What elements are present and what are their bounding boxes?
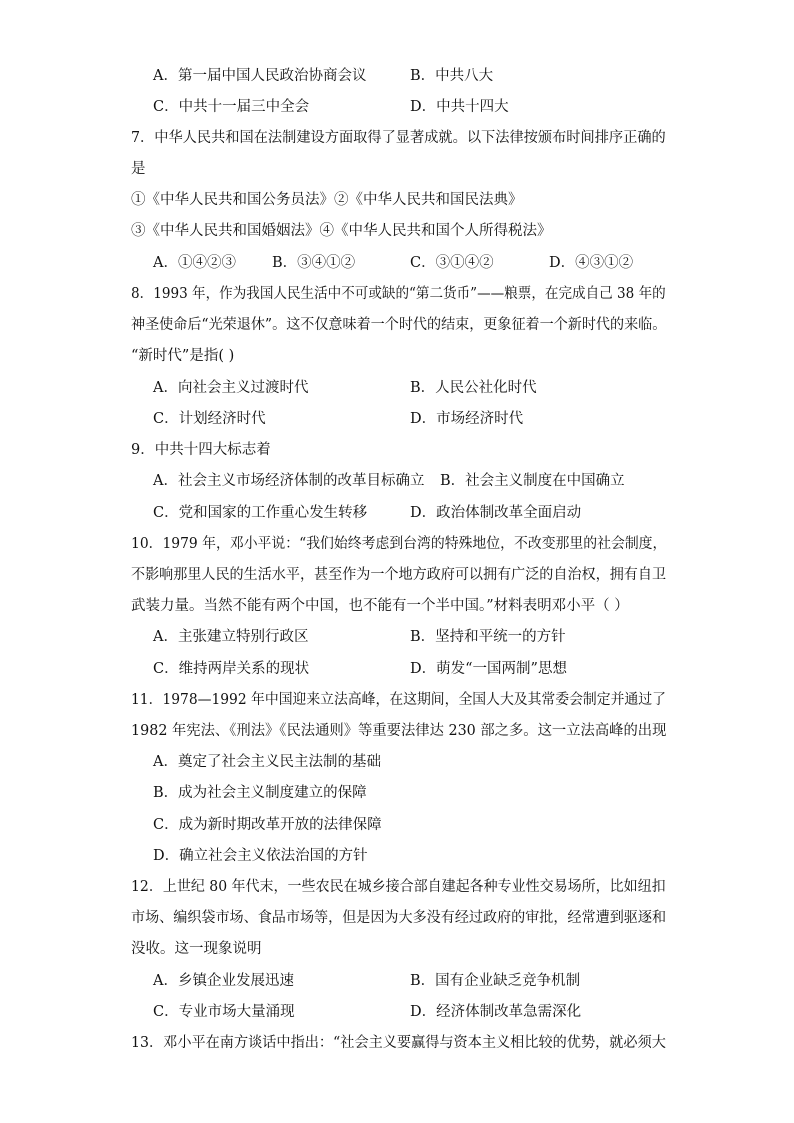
q10-stem-line-1: 10．1979 年，邓小平说：“我们始终考虑到台湾的特殊地位，不改变那里的社会制度， — [131, 536, 667, 552]
q7-stem-line-2: 是 — [131, 161, 146, 177]
q7-items-line-2: ③《中华人民共和国婚姻法》④《中华人民共和国个人所得税法》 — [131, 223, 552, 239]
q9-stem: 9．中共十四大标志着 — [131, 442, 271, 458]
q7-option-b: B．③④①② — [272, 255, 356, 271]
q10-stem-line-3: 武装力量。当然不能有两个中国，也不能有一个半中国。”材料表明邓小平（ ） — [131, 598, 629, 614]
q11-option-d: D．确立社会主义依法治国的方针 — [153, 848, 368, 864]
q13-stem-line-1: 13．邓小平在南方谈话中指出：“社会主义要赢得与资本主义相比较的优势，就必须大 — [131, 1035, 666, 1051]
q9-option-a: A．社会主义市场经济体制的改革目标确立 — [153, 473, 425, 489]
q7-option-d: D．④③①② — [549, 255, 634, 271]
q7-option-a: A．①④②③ — [153, 255, 236, 271]
q6-option-a: A．第一届中国人民政治协商会议 — [153, 68, 367, 84]
q9-option-c: C．党和国家的工作重心发生转移 — [153, 505, 368, 521]
q8-option-a: A．向社会主义过渡时代 — [153, 380, 309, 396]
q7-stem-line-1: 7．中华人民共和国在法制建设方面取得了显著成就。以下法律按颁布时间排序正确的 — [131, 130, 666, 146]
q11-stem-line-2: 1982 年宪法、《刑法》《民法通则》等重要法律达 230 部之多。这一立法高峰的出现 — [131, 723, 667, 739]
q8-option-c: C．计划经济时代 — [153, 411, 266, 427]
q11-option-a: A．奠定了社会主义民主法制的基础 — [153, 754, 381, 770]
q6-option-c: C．中共十一届三中全会 — [153, 99, 310, 115]
q9-option-d: D．政治体制改革全面启动 — [410, 505, 582, 521]
q12-stem-line-1: 12．上世纪 80 年代末，一些农民在城乡接合部自建起各种专业性交易场所，比如纽扣 — [131, 879, 666, 895]
q8-stem-line-3: “新时代”是指( ) — [131, 348, 235, 364]
q8-stem-line-1: 8．1993 年，作为我国人民生活中不可或缺的“第二货币”——粮票，在完成自己 38 年的 — [131, 286, 666, 302]
q8-option-d: D．市场经济时代 — [410, 411, 524, 427]
q10-option-d: D．萌发“一国两制”思想 — [410, 661, 567, 677]
q12-option-a: A．乡镇企业发展迅速 — [153, 973, 294, 989]
q6-option-d: D．中共十四大 — [410, 99, 509, 115]
q12-stem-line-2: 市场、编织袋市场、食品市场等，但是因为大多没有经过政府的审批，经常遭到驱逐和 — [131, 910, 667, 926]
q6-option-b: B．中共八大 — [410, 68, 494, 84]
q8-option-b: B．人民公社化时代 — [410, 380, 537, 396]
q10-option-b: B．坚持和平统一的方针 — [410, 629, 566, 645]
q12-option-b: B．国有企业缺乏竞争机制 — [410, 973, 581, 989]
q11-option-b: B．成为社会主义制度建立的保障 — [153, 785, 367, 801]
q12-option-c: C．专业市场大量涌现 — [153, 1004, 295, 1020]
q10-stem-line-2: 不影响那里人民的生活水平，甚至作为一个地方政府可以拥有广泛的自治权，拥有自卫 — [131, 567, 667, 583]
q10-option-a: A．主张建立特别行政区 — [153, 629, 309, 645]
q8-stem-line-2: 神圣使命后“光荣退休”。这不仅意味着一个时代的结束，更象征着一个新时代的来临。 — [131, 317, 667, 333]
q9-option-b: B．社会主义制度在中国确立 — [440, 473, 625, 489]
q12-stem-line-3: 没收。这一现象说明 — [131, 941, 262, 957]
q11-stem-line-1: 11．1978—1992 年中国迎来立法高峰，在这期间，全国人大及其常委会制定并通过了 — [131, 692, 666, 708]
q10-option-c: C．维持两岸关系的现状 — [153, 661, 310, 677]
q7-items-line-1: ①《中华人民共和国公务员法》②《中华人民共和国民法典》 — [131, 192, 523, 208]
q11-option-c: C．成为新时期改革开放的法律保障 — [153, 817, 382, 833]
q12-option-d: D．经济体制改革急需深化 — [410, 1004, 582, 1020]
q7-option-c: C．③①④② — [410, 255, 494, 271]
